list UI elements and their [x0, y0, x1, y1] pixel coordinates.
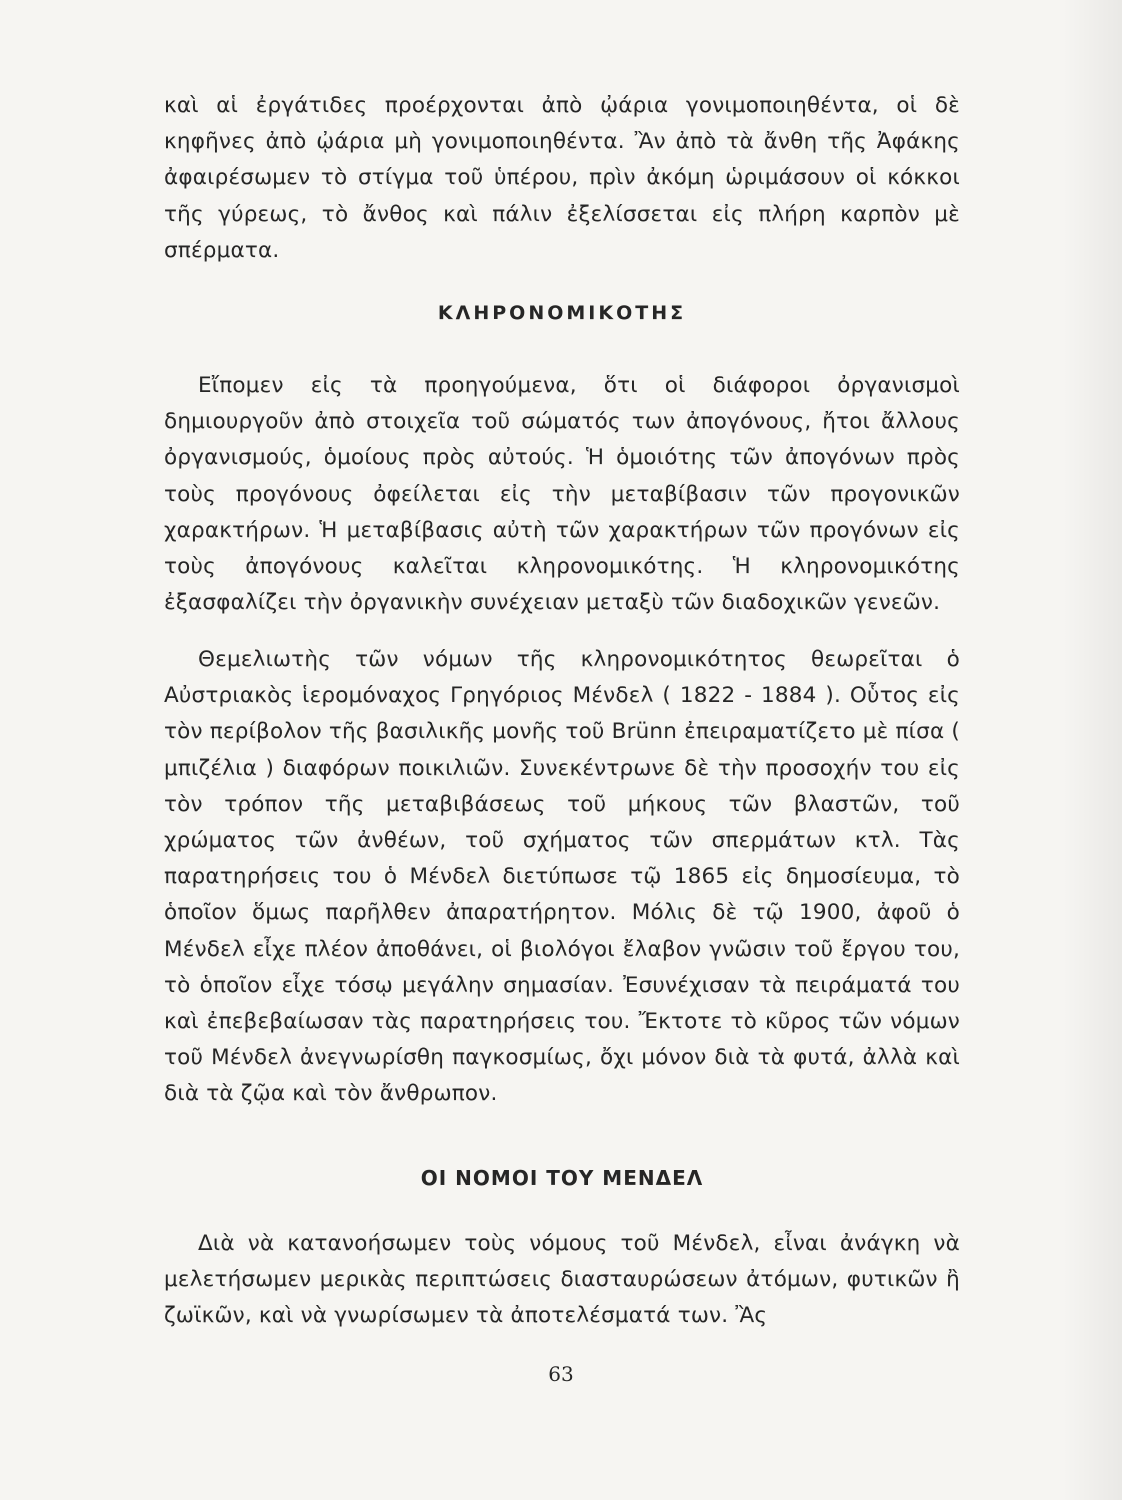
paragraph-bee-flower: καὶ αἱ ἐργάτιδες προέρχονται ἀπὸ ᾠάρια γονιμοποιηθέντα, οἱ δὲ κηφῆνες ἀπὸ ᾠάρια μὴ γονιμοποιηθέντα. Ἂν ἀπὸ τὰ ἄνθη τῆς Ἀφάκης ἀφαιρέσωμεν τὸ στίγμα τοῦ ὑπέρου, πρὶν ἀκόμη ὡριμάσουν οἱ κόκκοι τῆς γύρεως, τὸ ἄνθος καὶ πάλιν ἐξελίσσεται εἰς πλήρη καρπὸν μὲ σπέρματα. [164, 93, 960, 263]
section-heading-heredity: ΚΛΗΡΟΝΟΜΙΚΟΤΗΣ [437, 302, 687, 324]
section-heading-mendel-laws: ΟΙ ΝΟΜΟΙ ΤΟΥ ΜΕΝΔΕΛ [420, 1166, 704, 1190]
paragraph-heredity-definition: Εἴπομεν εἰς τὰ προηγούμενα, ὅτι οἱ διάφοροι ὀργανισμοὶ δημιουργοῦν ἀπὸ στοιχεῖα τοῦ σώματός των ἀπογόνους, ἤτοι ἄλλους ὀργανισμούς, ὁμοίους πρὸς αὐτούς. Ἡ ὁμοιότης τῶν ἀπογόνων πρὸς τοὺς προγόνους ὀφείλεται εἰς τὴν μεταβίβασιν τῶν προγονικῶν χαρακτήρων. Ἡ μεταβίβασις αὐτὴ τῶν χαρακτήρων τῶν προγόνων εἰς τοὺς ἀπογόνους καλεῖται κληρονομικότης. Ἡ κληρονομικότης ἐξασφαλίζει τὴν ὀργανικὴν συνέχειαν μεταξὺ τῶν διαδοχικῶν γενεῶν. [164, 373, 960, 616]
paragraph-mendel-history: Θεμελιωτὴς τῶν νόμων τῆς κληρονομικότητος θεωρεῖται ὁ Αὐστριακὸς ἱερομόναχος Γρηγόριος Μένδελ ( 1822 - 1884 ). Οὗτος εἰς τὸν περίβολον τῆς βασιλικῆς μονῆς τοῦ Brünn ἐπειραματίζετο μὲ πίσα ( μπιζέλια ) διαφόρων ποικιλιῶν. Συνεκέντρωνε δὲ τὴν προσοχήν του εἰς τὸν τρόπον τῆς μεταβιβάσεως τοῦ μήκους τῶν βλαστῶν, τοῦ χρώματος τῶν ἀνθέων, τοῦ σχήματος τῶν σπερμάτων κτλ. Τὰς παρατηρήσεις του ὁ Μένδελ διετύπωσε τῷ 1865 εἰς δημοσίευμα, τὸ ὁποῖον ὅμως παρῆλθεν ἀπαρατήρητον. Μόλις δὲ τῷ 1900, ἀφοῦ ὁ Μένδελ εἶχε πλέον ἀποθάνει, οἱ βιολόγοι ἔλαβον γνῶσιν τοῦ ἔργου του, τὸ ὁποῖον εἶχε τόσῳ μεγάλην σημασίαν. Ἐσυνέχισαν τὰ πειράματά του καὶ ἐπεβεβαίωσαν τὰς παρατηρήσεις του. Ἔκτοτε τὸ κῦρος τῶν νόμων τοῦ Μένδελ ἀνεγνωρίσθη παγκοσμίως, ὄχι μόνον διὰ τὰ φυτά, ἀλλὰ καὶ διὰ τὰ ζῷα καὶ τὸν ἄνθρωπον. [164, 647, 960, 1107]
page-number: 63 [548, 1362, 574, 1386]
paragraph-mendel-laws-intro: Διὰ νὰ κατανοήσωμεν τοὺς νόμους τοῦ Μένδελ, εἶναι ἀνάγκη νὰ μελετήσωμεν μερικὰς περιπτώσεις διασταυρώσεων ἀτόμων, φυτικῶν ἢ ζωϊκῶν, καὶ νὰ γνωρίσωμεν τὰ ἀποτελέσματά των. Ἂς [164, 1231, 960, 1329]
page-edge-shadow [1062, 0, 1122, 1500]
